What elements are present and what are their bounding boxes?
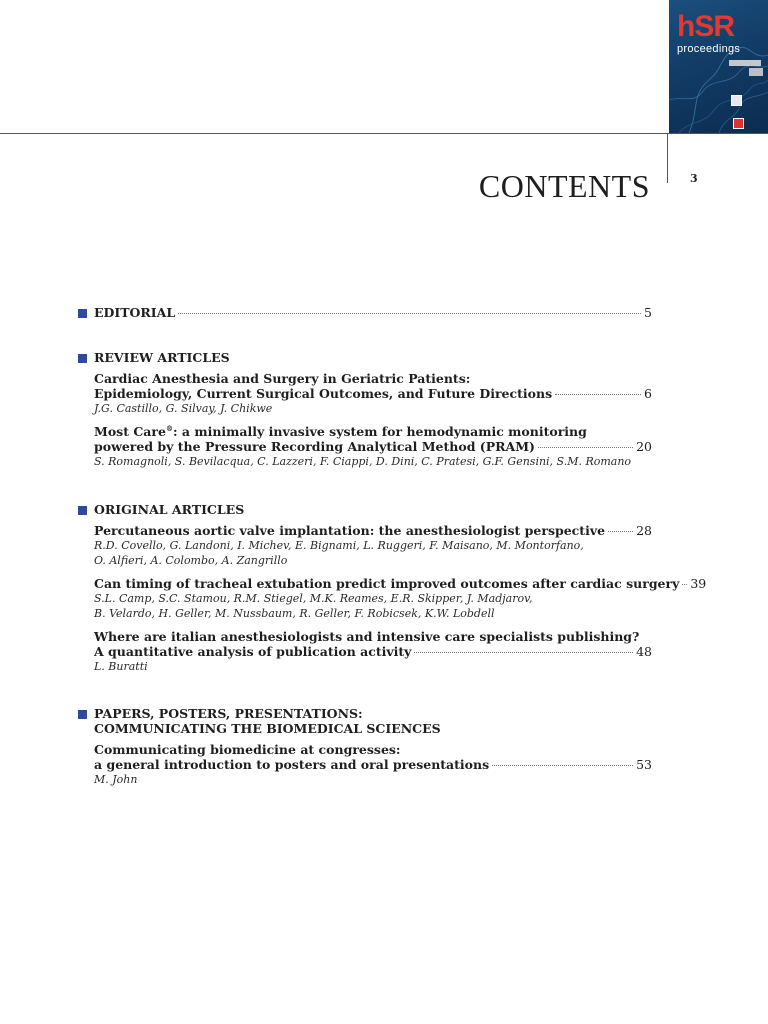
- toc-entry[interactable]: [78, 629, 652, 674]
- page-ref: 28: [636, 523, 652, 538]
- section-label: REVIEW ARTICLES: [94, 350, 230, 365]
- cover-subtitle: proceedings: [677, 43, 741, 55]
- entry-title-line: Epidemiology, Current Surgical Outcomes, and Future Directions: [94, 386, 553, 401]
- page-ref: 39: [690, 576, 707, 591]
- entry-authors: R.D. Covello, G. Landoni, I. Michev, E. Bignami, L. Ruggeri, F. Maisano, M. Montorfano,: [94, 539, 584, 552]
- entry-title-line: A quantitative analysis of publication activity: [94, 644, 412, 659]
- entry-authors: O. Alfieri, A. Colombo, A. Zangrillo: [94, 554, 288, 567]
- section-bullet-icon: [78, 506, 87, 515]
- cover-badge-icon: [731, 95, 742, 106]
- cover-title: hSR: [677, 10, 734, 43]
- page-ref: 53: [636, 757, 652, 772]
- entry-authors: S.L. Camp, S.C. Stamou, R.M. Stiegel, M.K. Reames, E.R. Skipper, J. Madjarov,: [94, 592, 533, 605]
- dot-leader: [414, 652, 633, 653]
- entry-authors: L. Buratti: [94, 660, 148, 673]
- toc-entry[interactable]: [78, 371, 652, 416]
- header-vertical-rule: [667, 133, 668, 183]
- journal-cover-thumbnail: [669, 0, 768, 133]
- section-label: ORIGINAL ARTICLES: [94, 502, 245, 517]
- cover-logo-icon: [733, 118, 744, 129]
- section-label: PAPERS, POSTERS, PRESENTATIONS:: [94, 706, 363, 721]
- toc-entry[interactable]: [78, 576, 707, 621]
- toc-section-original-articles: [78, 502, 707, 674]
- page-number: 3: [690, 172, 698, 185]
- dot-leader: [555, 394, 641, 395]
- toc-entry[interactable]: [78, 523, 652, 568]
- toc-section-papers-posters: [78, 706, 652, 787]
- section-bullet-icon: [78, 710, 87, 719]
- entry-title-line: Cardiac Anesthesia and Surgery in Geriatric Patients:: [94, 371, 471, 386]
- page-ref: 6: [644, 386, 652, 401]
- header-rule: [0, 133, 768, 134]
- toc-section-review-articles: [78, 350, 652, 469]
- section-label-line2: COMMUNICATING THE BIOMEDICAL SCIENCES: [94, 721, 441, 736]
- entry-authors: J.G. Castillo, G. Silvay, J. Chikwe: [94, 402, 273, 415]
- entry-title-line: Most Care®: a minimally invasive system for hemodynamic monitoring: [94, 423, 587, 439]
- section-bullet-icon: [78, 354, 87, 363]
- toc-entry[interactable]: [78, 742, 652, 787]
- entry-authors: S. Romagnoli, S. Bevilacqua, C. Lazzeri, F. Ciappi, D. Dini, C. Pratesi, G.F. Gensini, S.M. Romano: [94, 455, 632, 468]
- dot-leader: [538, 447, 633, 448]
- entry-title-line: Percutaneous aortic valve implantation: the anesthesiologist perspective: [94, 523, 606, 538]
- dot-leader: [492, 765, 633, 766]
- entry-authors: B. Velardo, H. Geller, M. Nussbaum, R. Geller, F. Robicsek, K.W. Lobdell: [94, 607, 495, 620]
- entry-title-line: Communicating biomedicine at congresses:: [94, 742, 401, 757]
- page-ref: 20: [636, 439, 652, 454]
- entry-title-line: Can timing of tracheal extubation predict improved outcomes after cardiac surgery: [94, 576, 680, 591]
- dot-leader: [178, 313, 641, 314]
- entry-title-line: a general introduction to posters and oral presentations: [94, 757, 490, 772]
- section-label[interactable]: EDITORIAL: [94, 305, 176, 320]
- toc-entry[interactable]: [78, 424, 652, 469]
- entry-authors: M. John: [94, 773, 138, 786]
- dot-leader: [682, 584, 687, 585]
- page-ref: 48: [636, 644, 652, 659]
- dot-leader: [608, 531, 633, 532]
- section-bullet-icon: [78, 309, 87, 318]
- page-title: CONTENTS: [478, 168, 650, 204]
- page-ref: 5: [644, 305, 652, 320]
- entry-title-line: powered by the Pressure Recording Analytical Method (PRAM): [94, 439, 535, 454]
- entry-title-line: Where are italian anesthesiologists and intensive care specialists publishing?: [94, 629, 640, 644]
- toc-section-editorial: [78, 305, 652, 320]
